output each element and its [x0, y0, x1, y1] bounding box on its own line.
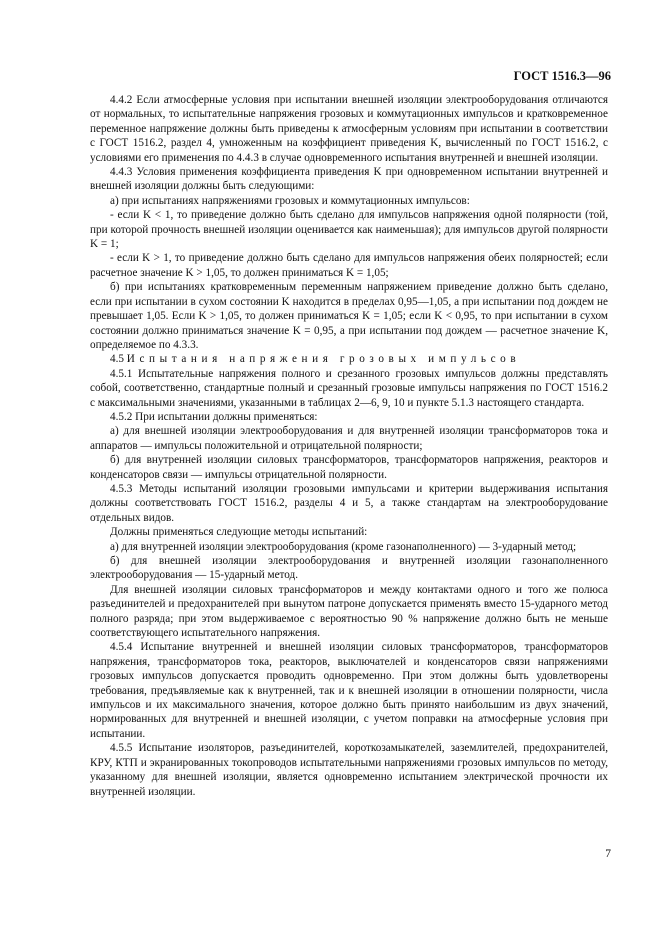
paragraph-4-4-3: 4.4.3 Условия применения коэффициента приведения K при одновременном испытании внутренней и внешней изоляции должны быть следующими:	[90, 166, 608, 193]
paragraph-4-4-2: 4.4.2 Если атмосферные условия при испытании внешней изоляции электрооборудования отличаются от нормальных, то испытательные напряжения грозовых и коммутационных импульсов и кратковременное переменное напряжение должны быть приведены к атмосферным условиям при испытании в соответствии с ГОСТ 1516.2, раздел 4, умноженным на коэффициент приведения K, вычисленный по ГОСТ 1516.2, с условиями его применения по 4.4.3 в случае одновременного испытания внутренней и внешней изоляции.	[90, 94, 608, 164]
list-item-a-3-shot: а) для внутренней изоляции электрооборудования (кроме газонаполненного) — 3-ударный метод;	[110, 540, 577, 553]
list-item-a-external: а) для внешней изоляции электрооборудования и для внутренней изоляции трансформаторов тока и аппаратов — импульсы положительной и отрицательной полярности;	[90, 425, 608, 452]
section-title: Испытания напряжения грозовых импульсов	[126, 353, 521, 366]
section-number: 4.5	[110, 353, 124, 366]
list-item-k-greater-1: - если K > 1, то приведение должно быть сделано для импульсов напряжения обеих полярностей; если расчетное значение K > 1,05, то должен приниматься K = 1,05;	[90, 252, 608, 279]
list-item-a-impulses: а) при испытаниях напряжениями грозовых и коммутационных импульсов:	[110, 194, 470, 207]
paragraph-4-5-2: 4.5.2 При испытании должны применяться:	[110, 410, 318, 423]
paragraph-4-5-4: 4.5.4 Испытание внутренней и внешней изоляции силовых трансформаторов, трансформаторов напряжения, трансформаторов тока, реакторов, выключателей и конденсаторов связи напряжениями грозовых импульсов допускается проводить одновременно. При этом должны быть удовлетворены требования, предъявляемые как к внутренней, так и к внешней изоляции в отношении полярности, числа импульсов и их максимального значения, которое должно быть принято наибольшим из двух значений, нормированных для внутренней и внешней изоляции, с учетом поправки на атмосферные условия при испытании.	[90, 641, 608, 740]
paragraph-4-5-3: 4.5.3 Методы испытаний изоляции грозовыми импульсами и критерии выдерживания испытания должны соответствовать ГОСТ 1516.2, разделы 4 и 5, а также стандартам на электрооборудование отдельных видов.	[90, 482, 608, 524]
list-item-b-internal: б) для внутренней изоляции силовых трансформаторов, трансформаторов напряжения, реакторов и конденсаторов связи — импульсы отрицательной полярности.	[90, 454, 608, 481]
section-heading-4-5	[90, 352, 608, 366]
list-item-b-ac-voltage: б) при испытаниях кратковременным переменным напряжением приведение должно быть сделано, если при испытании в сухом состоянии K находится в пределах 0,95—1,05, а при испытании под дождем не превышает 1,05. Если K > 1,05, то должен приниматься K = 1,05; если K < 0,95, то при испытании в сухом состоянии должно приниматься значение K = 0,95, а при испытании под дождем — расчетное значение K, определяемое по 4.3.3.	[90, 281, 608, 351]
paragraph-full-discharge: Для внешней изоляции силовых трансформаторов и между контактами одного и того же полюса разъединителей и предохранителей при вынутом патроне допускается применять вместо 15-ударного метод полного разряда; при этом выдерживаемое с вероятностью 90 % напряжение должно быть не меньше соответствующего испытательного напряжения.	[90, 583, 608, 640]
paragraph-4-5-5: 4.5.5 Испытание изоляторов, разъединителей, короткозамыкателей, заземлителей, предохранителей, КРУ, КТП и экранированных токопроводов испытательными напряжениями грозовых импульсов по методу, указанному для внешней изоляции, является одновременно испытанием электрической прочности их внутренней изоляции.	[90, 742, 608, 798]
document-body	[90, 93, 608, 799]
list-item-k-less-1: - если K < 1, то приведение должно быть сделано для импульсов напряжения одной полярности (той, при которой прочность внешней изоляции оценивается как наименьшая); для импульсов другой полярности K = 1;	[90, 209, 608, 251]
document-header: ГОСТ 1516.3—96	[513, 69, 611, 83]
list-item-b-15-shot: б) для внешней изоляции электрооборудования и внутренней изоляции газонаполненного электрооборудования — 15-ударный метод.	[90, 555, 608, 582]
paragraph-methods: Должны применяться следующие методы испытаний:	[110, 526, 368, 539]
paragraph-4-5-1: 4.5.1 Испытательные напряжения полного и срезанного грозовых импульсов должны представлять собой, соответственно, стандартные полный и срезанный грозовые импульсы напряжения по ГОСТ 1516.2 с максимальными значениями, указанными в таблицах 2—6, 9, 10 и пункте 5.1.3 настоящего стандарта.	[90, 367, 608, 409]
page-number: 7	[605, 848, 611, 860]
